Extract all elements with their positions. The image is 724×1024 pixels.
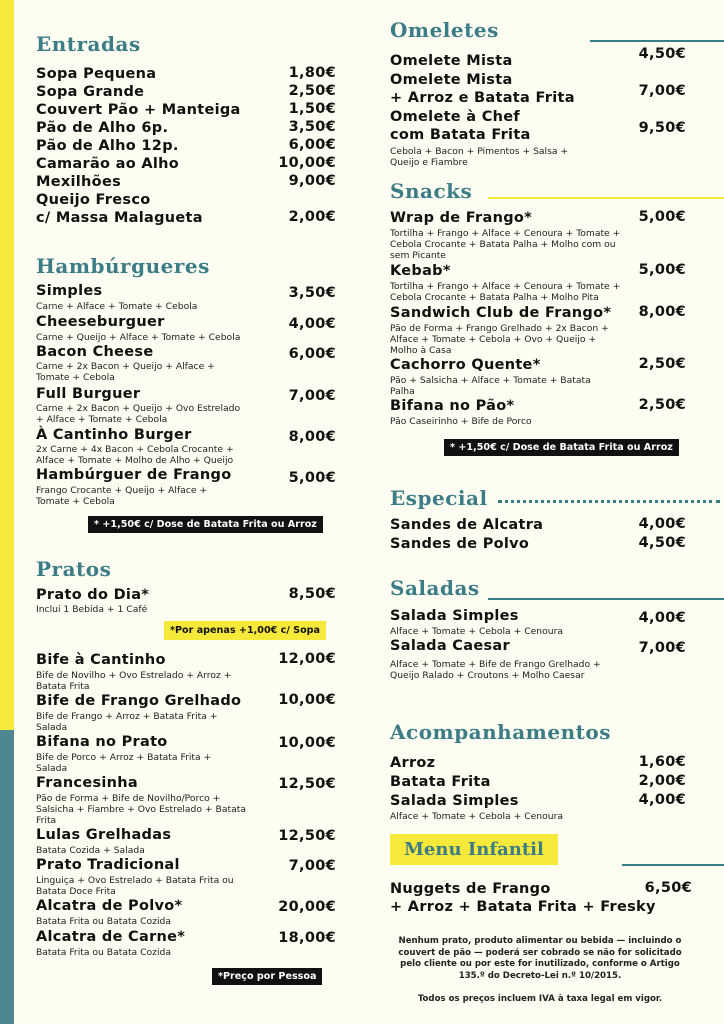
acomp-name: Salada Simples bbox=[390, 793, 519, 809]
entradas-item-price: 1,50€ bbox=[288, 101, 336, 117]
infantil-price: 6,50€ bbox=[644, 880, 692, 896]
burger-name: À Cantinho Burger bbox=[36, 427, 192, 443]
prato-name: Bife de Frango Grelhado bbox=[36, 693, 242, 709]
acomp-name: Batata Frita bbox=[390, 774, 491, 790]
entradas-item-name: Queijo Fresco bbox=[36, 192, 151, 208]
infantil-name: Nuggets de Frango + Arroz + Batata Frita + Fresky bbox=[390, 881, 656, 915]
salada-name: Salada Caesar bbox=[390, 638, 510, 654]
salada-price: 4,00€ bbox=[638, 610, 686, 626]
snack-desc: Pão + Salsicha + Alface + Tomate + Batata Palha bbox=[390, 375, 591, 397]
entradas-item-price: 2,50€ bbox=[288, 83, 336, 99]
omelete-price: 4,50€ bbox=[638, 46, 686, 62]
burger-desc: Carne + 2x Bacon + Queijo + Alface + Tomate + Cebola bbox=[36, 361, 215, 383]
infantil-rule bbox=[622, 864, 724, 866]
prato-desc: Batata Frita ou Batata Cozida bbox=[36, 916, 171, 927]
prato-desc: Bife de Novilho + Ovo Estrelado + Arroz + Batata Frita bbox=[36, 670, 232, 692]
entradas-item-price: 2,00€ bbox=[288, 209, 336, 225]
entradas-item-price: 6,00€ bbox=[288, 137, 336, 153]
iva-notice: Todos os preços incluem IVA à taxa legal em vigor. bbox=[417, 994, 663, 1004]
burger-price: 6,00€ bbox=[288, 346, 336, 362]
entradas-heading: Entradas bbox=[36, 32, 141, 56]
burger-price: 5,00€ bbox=[288, 470, 336, 486]
snack-name: Wrap de Frango* bbox=[390, 210, 533, 226]
salada-desc: Alface + Tomate + Cebola + Cenoura bbox=[390, 626, 563, 637]
snack-price: 5,00€ bbox=[638, 209, 686, 225]
menu-infantil-heading: Menu Infantil bbox=[390, 834, 558, 865]
entradas-item-price: 3,50€ bbox=[288, 119, 336, 135]
omelete-name: Omelete Mista bbox=[390, 53, 513, 69]
snack-name: Sandwich Club de Frango* bbox=[390, 305, 612, 321]
entradas-item-price: 1,80€ bbox=[288, 65, 336, 81]
entradas-item-name: Couvert Pão + Manteiga bbox=[36, 102, 241, 118]
prato-desc: Linguiça + Ovo Estrelado + Batata Frita ou Batata Doce Frita bbox=[36, 875, 234, 897]
prato-price: 18,00€ bbox=[278, 930, 336, 946]
prato-desc: Bife de Porco + Arroz + Batata Frita + Salada bbox=[36, 752, 212, 774]
prato-price: 12,00€ bbox=[278, 651, 336, 667]
teal-stripe bbox=[0, 730, 14, 1024]
prato-name: Francesinha bbox=[36, 775, 138, 791]
especial-price: 4,00€ bbox=[638, 516, 686, 532]
snacks-rule bbox=[488, 197, 724, 199]
snack-price: 5,00€ bbox=[638, 262, 686, 278]
snack-name: Kebab* bbox=[390, 263, 451, 279]
saladas-rule bbox=[488, 598, 724, 600]
especial-name: Sandes de Polvo bbox=[390, 536, 530, 552]
especial-heading: Especial bbox=[390, 486, 488, 510]
snack-desc: Pão Caseirinho + Bife de Porco bbox=[390, 416, 532, 427]
pratos-note: *Preço por Pessoa bbox=[212, 968, 322, 985]
prato-name: Bife à Cantinho bbox=[36, 652, 166, 668]
prato-dia-price: 8,50€ bbox=[288, 586, 336, 602]
legal-notice: Nenhum prato, produto alimentar ou bebida — incluindo o couvert de pão — poderá ser cobrado se não for solicitado pelo cliente ou por este for inutilizado, conforme o Artigo 135.º do Decreto-Lei n.º 10/2015. bbox=[398, 936, 682, 981]
entradas-item-name: Camarão ao Alho bbox=[36, 156, 180, 172]
prato-price: 10,00€ bbox=[278, 692, 336, 708]
omelete-desc: Cebola + Bacon + Pimentos + Salsa + Queijo e Fiambre bbox=[390, 146, 569, 168]
burger-price: 7,00€ bbox=[288, 388, 336, 404]
snack-price: 2,50€ bbox=[638, 356, 686, 372]
especial-dotted-rule bbox=[498, 500, 720, 503]
prato-desc: Pão de Forma + Bife de Novilho/Porco + Salsicha + Fiambre + Ovo Estrelado + Batata Frita bbox=[36, 793, 246, 826]
burger-desc: Carne + Alface + Tomate + Cebola bbox=[36, 301, 198, 312]
snack-desc: Pão de Forma + Frango Grelhado + 2x Bacon + Alface + Tomate + Cebola + Ovo + Queijo + Molho à Casa bbox=[390, 323, 609, 356]
prato-dia-note: *Por apenas +1,00€ c/ Sopa bbox=[164, 621, 326, 640]
prato-price: 7,00€ bbox=[288, 858, 336, 874]
burger-price: 3,50€ bbox=[288, 285, 336, 301]
entradas-item-name: Pão de Alho 6p. bbox=[36, 120, 169, 136]
pratos-heading: Pratos bbox=[36, 557, 112, 581]
prato-desc: Batata Frita ou Batata Cozida bbox=[36, 947, 171, 958]
salada-price: 7,00€ bbox=[638, 640, 686, 656]
salada-desc: Alface + Tomate + Bife de Frango Grelhado + Queijo Ralado + Croutons + Molho Caesar bbox=[390, 659, 601, 681]
snack-desc: Tortilha + Frango + Alface + Cenoura + Tomate + Cebola Crocante + Batata Palha + Molho Pita bbox=[390, 281, 621, 303]
burger-price: 4,00€ bbox=[288, 316, 336, 332]
acompanhamentos-heading: Acompanhamentos bbox=[390, 720, 611, 744]
prato-price: 12,50€ bbox=[278, 828, 336, 844]
omeletes-heading: Omeletes bbox=[390, 18, 499, 42]
prato-name: Bifana no Prato bbox=[36, 734, 168, 750]
burger-name: Bacon Cheese bbox=[36, 344, 154, 360]
entradas-item-name: Sopa Grande bbox=[36, 84, 145, 100]
snack-price: 2,50€ bbox=[638, 397, 686, 413]
omelete-price: 9,50€ bbox=[638, 120, 686, 136]
prato-price: 12,50€ bbox=[278, 776, 336, 792]
acomp-price: 4,00€ bbox=[638, 792, 686, 808]
burger-name: Full Burguer bbox=[36, 386, 141, 402]
burger-name: Simples bbox=[36, 283, 103, 299]
prato-dia-desc: Inclui 1 Bebida + 1 Café bbox=[36, 604, 148, 615]
saladas-heading: Saladas bbox=[390, 576, 480, 600]
burger-desc: Carne + Queijo + Alface + Tomate + Cebola bbox=[36, 332, 241, 343]
burger-desc: Carne + 2x Bacon + Queijo + Ovo Estrelado + Alface + Tomate + Cebola bbox=[36, 403, 241, 425]
entradas-item-name: c/ Massa Malagueta bbox=[36, 210, 203, 226]
burger-note: * +1,50€ c/ Dose de Batata Frita ou Arroz bbox=[88, 516, 323, 533]
burger-price: 8,00€ bbox=[288, 429, 336, 445]
especial-name: Sandes de Alcatra bbox=[390, 517, 544, 533]
entradas-item-name: Sopa Pequena bbox=[36, 66, 157, 82]
snack-price: 8,00€ bbox=[638, 304, 686, 320]
prato-desc: Batata Cozida + Salada bbox=[36, 845, 145, 856]
burger-name: Hambúrguer de Frango bbox=[36, 467, 232, 483]
acomp-price: 2,00€ bbox=[638, 773, 686, 789]
burger-desc: Frango Crocante + Queijo + Alface + Tomate + Cebola bbox=[36, 485, 208, 507]
prato-name: Alcatra de Carne* bbox=[36, 929, 186, 945]
prato-name: Prato Tradicional bbox=[36, 857, 180, 873]
omeletes-rule bbox=[590, 40, 724, 42]
salada-name: Salada Simples bbox=[390, 608, 519, 624]
acomp-price: 1,60€ bbox=[638, 754, 686, 770]
acomp-name: Arroz bbox=[390, 755, 436, 771]
prato-dia-name: Prato do Dia* bbox=[36, 587, 150, 603]
entradas-item-price: 9,00€ bbox=[288, 173, 336, 189]
prato-name: Lulas Grelhadas bbox=[36, 827, 172, 843]
acomp-desc: Alface + Tomate + Cebola + Cenoura bbox=[390, 811, 563, 822]
burger-desc: 2x Carne + 4x Bacon + Cebola Crocante + Alface + Tomate + Molho de Alho + Queijo bbox=[36, 444, 234, 466]
entradas-item-name: Pão de Alho 12p. bbox=[36, 138, 179, 154]
prato-price: 10,00€ bbox=[278, 735, 336, 751]
entradas-item-name: Mexilhões bbox=[36, 174, 122, 190]
hamburgueres-heading: Hambúrgueres bbox=[36, 254, 210, 278]
entradas-item-price: 10,00€ bbox=[278, 155, 336, 171]
snack-desc: Tortilha + Frango + Alface + Cenoura + Tomate + Cebola Crocante + Batata Palha + Molho com ou sem Picante bbox=[390, 228, 621, 261]
prato-name: Alcatra de Polvo* bbox=[36, 898, 183, 914]
especial-price: 4,50€ bbox=[638, 535, 686, 551]
yellow-stripe bbox=[0, 0, 14, 730]
prato-price: 20,00€ bbox=[278, 899, 336, 915]
snack-name: Cachorro Quente* bbox=[390, 357, 541, 373]
prato-desc: Bife de Frango + Arroz + Batata Frita + Salada bbox=[36, 711, 218, 733]
burger-name: Cheeseburguer bbox=[36, 314, 165, 330]
omelete-name: Omelete Mista + Arroz e Batata Frita bbox=[390, 72, 575, 106]
omelete-price: 7,00€ bbox=[638, 83, 686, 99]
snacks-heading: Snacks bbox=[390, 179, 473, 203]
snacks-note: * +1,50€ c/ Dose de Batata Frita ou Arroz bbox=[444, 439, 679, 456]
omelete-name: Omelete à Chef com Batata Frita bbox=[390, 109, 531, 143]
snack-name: Bifana no Pão* bbox=[390, 398, 515, 414]
